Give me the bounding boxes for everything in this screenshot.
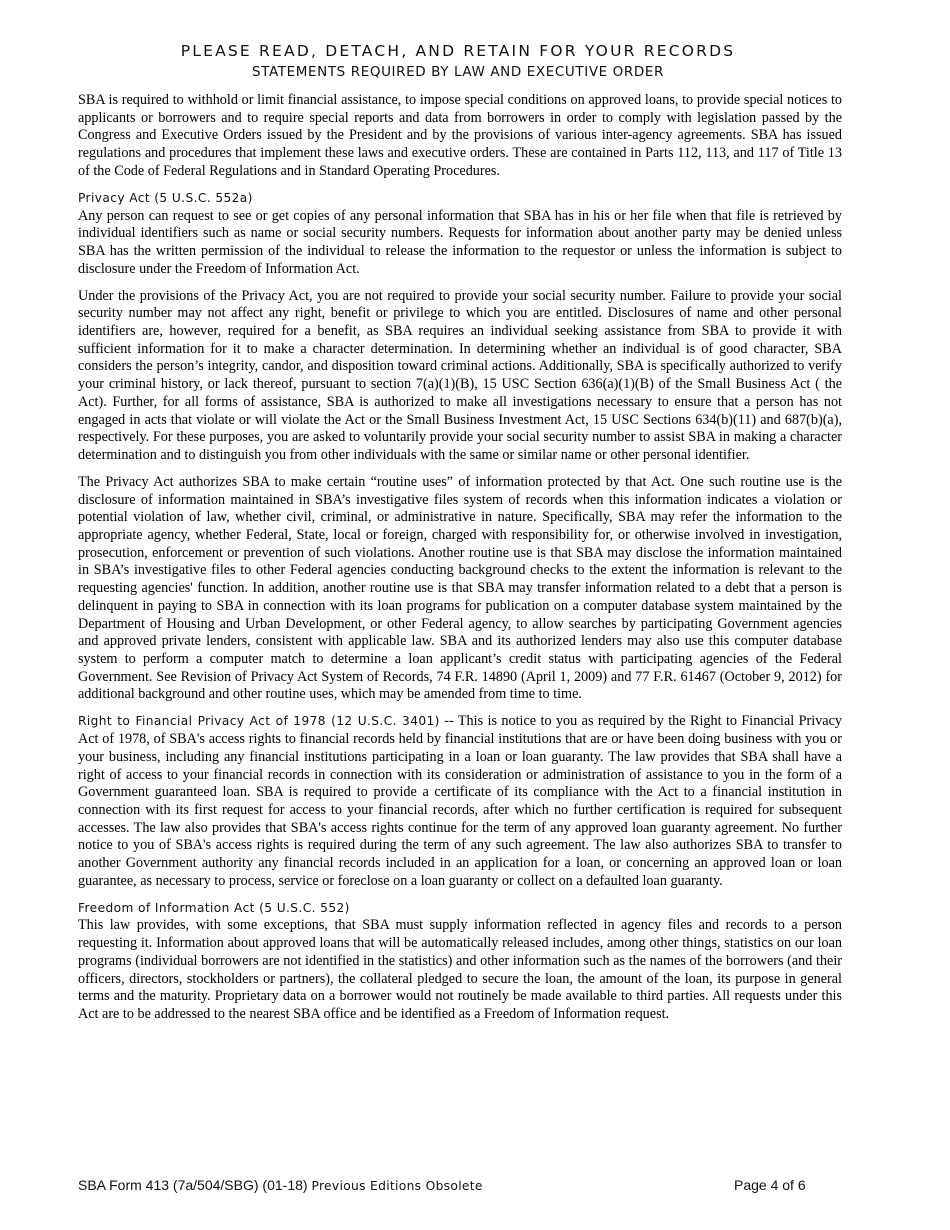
page-subtitle: STATEMENTS REQUIRED BY LAW AND EXECUTIVE ORDER	[252, 64, 664, 80]
footer-form-info	[78, 1177, 483, 1193]
footer-obsolete-note: Previous Editions Obsolete	[311, 1179, 483, 1193]
footer-form-id: SBA Form 413 (7a/504/SBG) (01-18)	[78, 1177, 308, 1193]
privacy-act-heading: Privacy Act (5 U.S.C. 552a)	[78, 190, 253, 205]
privacy-act-section	[78, 190, 842, 279]
document-body	[78, 92, 842, 1033]
foia-paragraph: This law provides, with some exceptions, that SBA must supply information reflected in agency files and records to a person requesting it. Information about approved loans that will be automatically released includes, among other things, statistics on our loan programs (individual borrowers are not identified in the statistics) and other information such as the names of the borrowers (and their officers, directors, stockholders or partners), the collateral pledged to secure the loan, the amount of the loan, its purpose in general terms and the maturity. Proprietary data on a borrower would not routinely be made available to third parties. All requests under this Act are to be addressed to the nearest SBA office and be identified as a Freedom of Information request.	[78, 917, 842, 1022]
privacy-act-paragraph-3: The Privacy Act authorizes SBA to make certain “routine uses” of information protected by that Act. One such routine use is the disclosure of information maintained in SBA’s investigative files system of records when this information indicates a violation or potential violation of law, whether civil, criminal, or administrative in nature. Specifically, SBA may refer the information to the appropriate agency, whether Federal, State, local or foreign, charged with responsibility for, or otherwise involved in investigation, prosecution, enforcement or prevention of such violations. Another routine use is that SBA may disclose the information maintained in SBA’s investigative files to other Federal agencies conducting background checks to the extent the information is relevant to the requesting agencies' function. In addition, another routine use is that SBA may transfer information related to a debt that a person is delinquent in paying to SBA in connection with its loan programs for publication on a computer database system maintained by the Department of Housing and Urban Development, or other Federal agency, to allow searches by participating Government agencies and approved private lenders, consistent with applicable law. SBA and its authorized lenders may also use this computer database system to perform a computer match to determine a loan applicant’s credit status with participating agencies of the Federal Government. See Revision of Privacy Act System of Records, 74 F.R. 14890 (April 1, 2009) and 77 F.R. 61467 (October 9, 2012) for additional background and other routine uses, which may be amended from time to time.	[78, 473, 842, 703]
privacy-act-paragraph-2: Under the provisions of the Privacy Act, you are not required to provide your social security number. Failure to provide your social security number may not affect any right, benefit or privilege to which you are entitled. Disclosures of name and other personal identifiers are, however, required for a benefit, as SBA requires an individual seeking assistance from SBA to provide it with sufficient information for it to make a character determination. In determining whether an individual is of good character, SBA considers the person’s integrity, candor, and disposition toward criminal actions. Additionally, SBA is specifically authorized to verify your criminal history, or lack thereof, pursuant to section 7(a)(1)(B), 15 USC Section 636(a)(1)(B) of the Small Business Act ( the Act). Further, for all forms of assistance, SBA is authorized to make all investigations necessary to ensure that a person has not engaged in acts that violate or will violate the Act or the Small Business Investment Act, 15 USC Sections 634(b)(11) and 687(b)(a), respectively. For these purposes, you are asked to voluntarily provide your social security number to assist SBA in making a character determination and to distinguish you from other individuals with the same or similar name or other personal identifier.	[78, 287, 842, 463]
foia-heading: Freedom of Information Act (5 U.S.C. 552)	[78, 900, 350, 915]
footer-page-number: Page 4 of 6	[734, 1177, 806, 1193]
rfpa-text: -- This is notice to you as required by the Right to Financial Privacy Act of 1978, of SBA's access rights to financial records held by financial institutions that are or have been doing business with you or your business, including any financial institutions participating in a loan or loan guaranty. The law provides that SBA shall have a right of access to your financial records in connection with its consideration or administration of assistance to you in the form of a Government guaranteed loan. SBA is required to provide a certificate of its compliance with the Act to a financial institution in connection with its first request for access to your financial records, after which no further certification is required for subsequent accesses. The law also provides that SBA's access rights continue for the term of any approved loan guaranty agreement. No further notice to you of SBA's access rights is required during the term of any such agreement. The law also authorizes SBA to transfer to another Government authority any financial records included in an application for a loan, or concerning an approved loan or loan guarantee, as necessary to process, service or foreclose on a loan guaranty or collect on a defaulted loan guaranty.	[78, 713, 842, 889]
foia-section	[78, 900, 842, 1024]
privacy-act-paragraph-1: Any person can request to see or get copies of any personal information that SBA has in his or her file when that file is retrieved by individual identifiers such as name or social security numbers. Requests for information about another party may be denied unless SBA has the written permission of the individual to release the information to the requestor or unless the information is subject to disclosure under the Freedom of Information Act.	[78, 207, 842, 277]
intro-paragraph: SBA is required to withhold or limit financial assistance, to impose special conditions on approved loans, to provide special notices to applicants or borrowers and to require special reports and data from borrowers in order to comply with legislation passed by the Congress and Executive Orders issued by the President and by the provisions of various inter-agency agreements. SBA has issued regulations and procedures that implement these laws and executive orders. These are contained in Parts 112, 113, and 117 of Title 13 of the Code of Federal Regulations and in Standard Operating Procedures.	[78, 92, 842, 179]
rfpa-heading: Right to Financial Privacy Act of 1978 (12 U.S.C. 3401)	[78, 714, 440, 729]
rfpa-section	[78, 713, 842, 890]
page-title: PLEASE READ, DETACH, AND RETAIN FOR YOUR RECORDS	[180, 42, 736, 60]
